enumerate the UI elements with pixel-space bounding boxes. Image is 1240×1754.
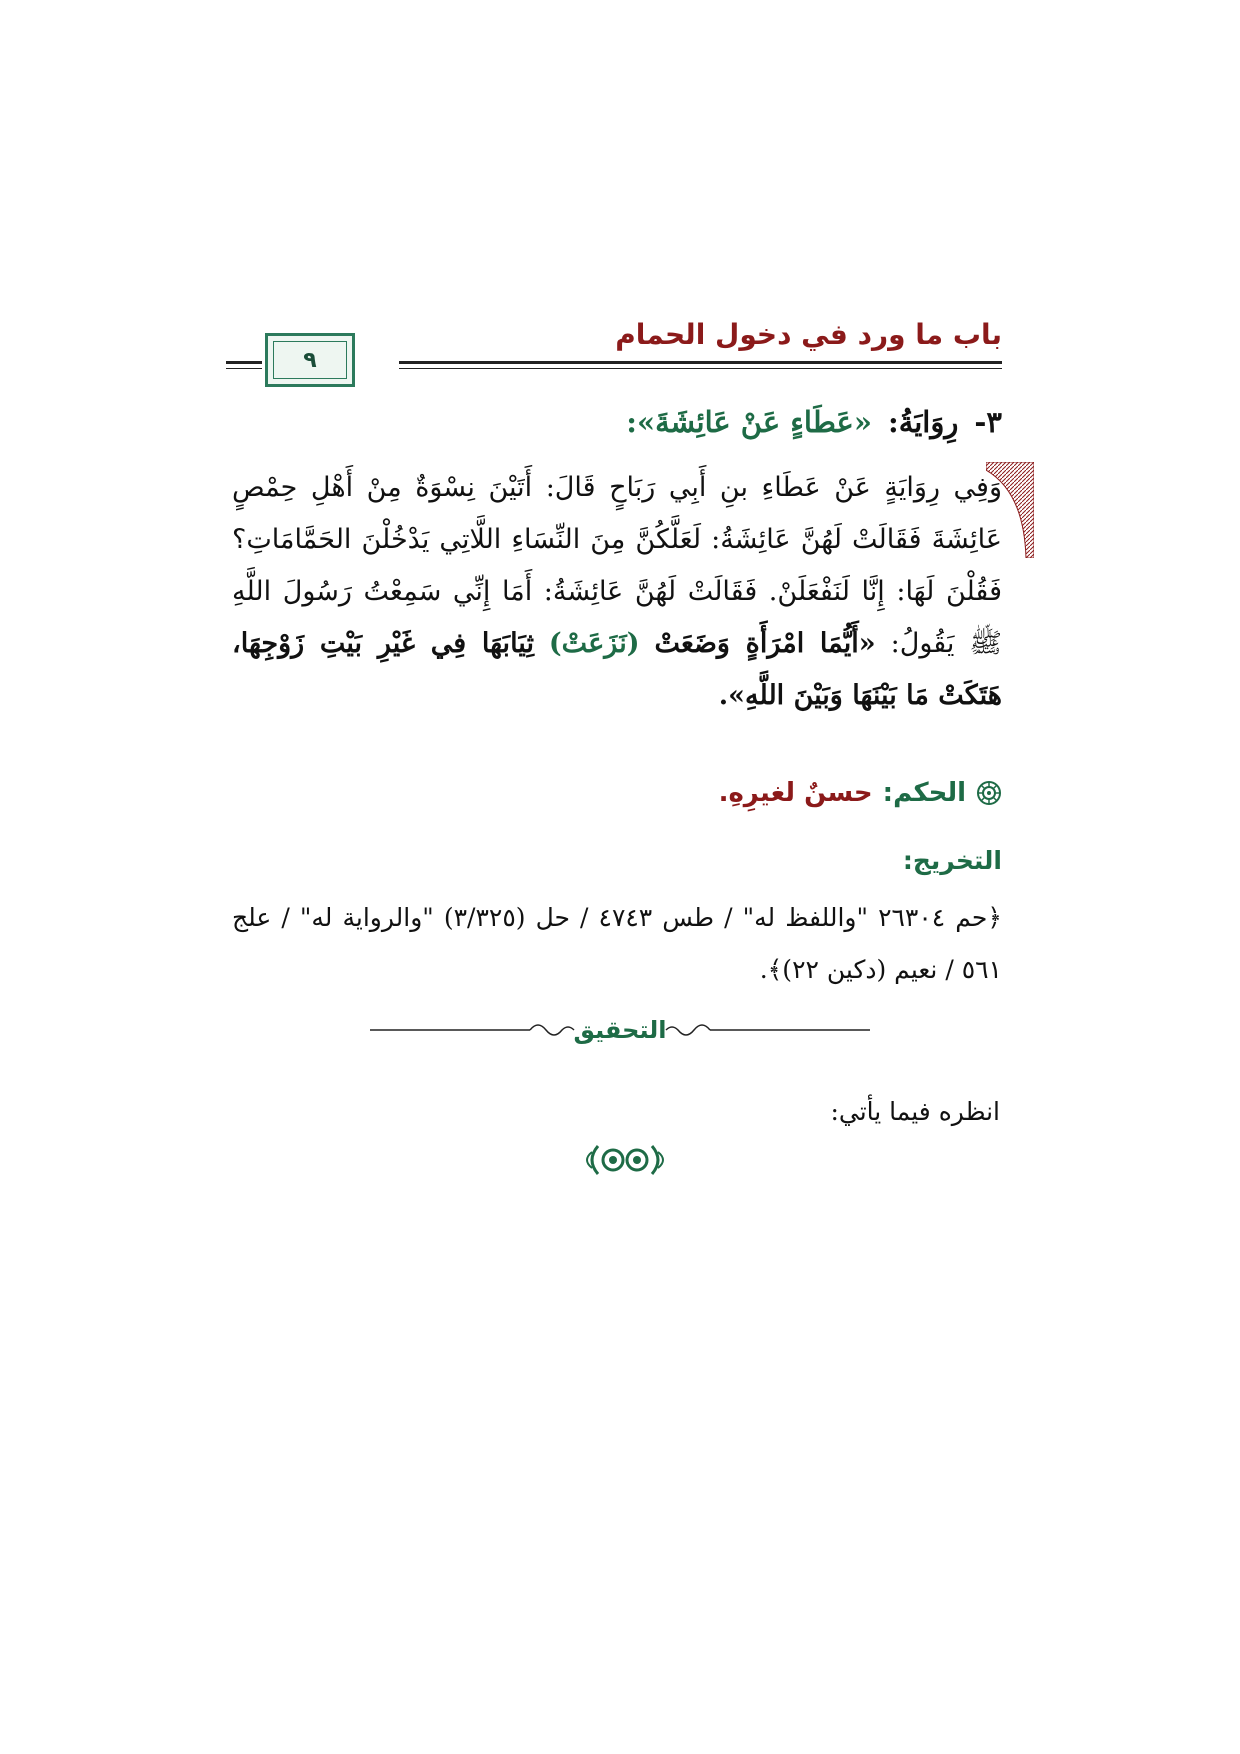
hadith-quote-variant: (نَزَعَتْ) xyxy=(548,628,640,659)
hadith-quote-part2: ثِيَابَهَا فِي غَيْرِ بَيْتِ زَوْجِهَا، هَتَكَتْ مَا بَيْنَهَا وَبَيْنَ اللَّهِ». xyxy=(232,628,1002,711)
page-number-frame xyxy=(265,333,355,387)
tahqiq-heading: التحقيق xyxy=(573,1016,667,1044)
running-title: باب ما ورد في دخول الحمام xyxy=(615,318,1002,351)
tahqiq-divider xyxy=(360,1010,880,1050)
header-rule-left-thin xyxy=(226,368,262,369)
end-ornament-icon xyxy=(580,1138,670,1182)
page-number: ٩ xyxy=(303,347,317,373)
header-rule-thin xyxy=(399,368,1002,369)
hadith-quote-part1: «أَيُّمَا امْرَأَةٍ وَضَعَتْ xyxy=(654,628,876,659)
header-rule-left xyxy=(226,361,262,364)
section-heading xyxy=(626,405,1002,439)
tahqiq-text: انظره فيما يأتي: xyxy=(830,1097,1000,1126)
section-number: ٣- xyxy=(974,405,1002,439)
section-title: «عَطَاءٍ عَنْ عَائِشَةَ»: xyxy=(626,405,872,439)
ruling xyxy=(719,778,1002,808)
takhrij-heading: التخريج: xyxy=(902,846,1002,875)
hadith-paragraph xyxy=(232,462,1002,722)
section-label: رِوَايَةُ: xyxy=(887,405,959,439)
takhrij-text: ﴿حم ٢٦٣٠٤ "واللفظ له" / طس ٤٧٤٣ / حل (٣/٣٢٥) "والرواية له" / علج ٥٦١ / نعيم (دكين ٢٢)﴾. xyxy=(232,903,1003,984)
hadith-intro: وَفِي رِوَايَةٍ عَنْ عَطَاءِ بنِ أَبِي رَبَاحٍ قَالَ: أَتَيْنَ نِسْوَةٌ مِنْ أَهْلِ حِمْصٍ عَائِشَةَ فَقَالَتْ لَهُنَّ عَائِشَةُ: لَعَلَّكُنَّ مِنَ النِّسَاءِ اللَّاتِي يَدْخُلْنَ الحَمَّامَاتِ؟ فَقُلْنَ لَهَا: إِنَّا لَنَفْعَلَنْ. فَقَالَتْ لَهُنَّ عَائِشَةُ: أَمَا إِنِّي سَمِعْتُ رَسُولَ اللَّهِ ﷺ يَقُولُ: xyxy=(232,472,1002,659)
ruling-value: حسنٌ لغيرِهِ. xyxy=(718,778,873,808)
rosette-icon xyxy=(976,780,1002,806)
ruling-label: الحكم: xyxy=(882,778,966,808)
header-rule xyxy=(399,361,1002,364)
